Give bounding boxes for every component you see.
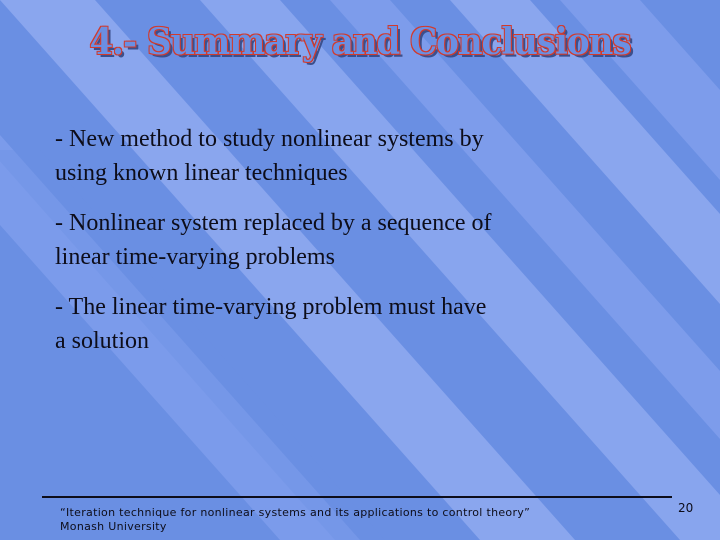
footer-institution: Monash University (60, 520, 167, 533)
bullet-point-1: - New method to study nonlinear systems by using known linear techniques (55, 126, 484, 186)
slide-title: 4.- Summary and Conclusions (89, 20, 631, 64)
footer-divider (42, 496, 672, 498)
footer-citation: “Iteration technique for nonlinear systems and its applications to control theory” (60, 506, 531, 519)
footer (60, 506, 530, 534)
page-number: 20 (678, 501, 694, 515)
bullet-point-3: - The linear time-varying problem must have a solution (55, 294, 487, 354)
bullet-point-2: - Nonlinear system replaced by a sequence of linear time-varying problems (55, 210, 492, 270)
